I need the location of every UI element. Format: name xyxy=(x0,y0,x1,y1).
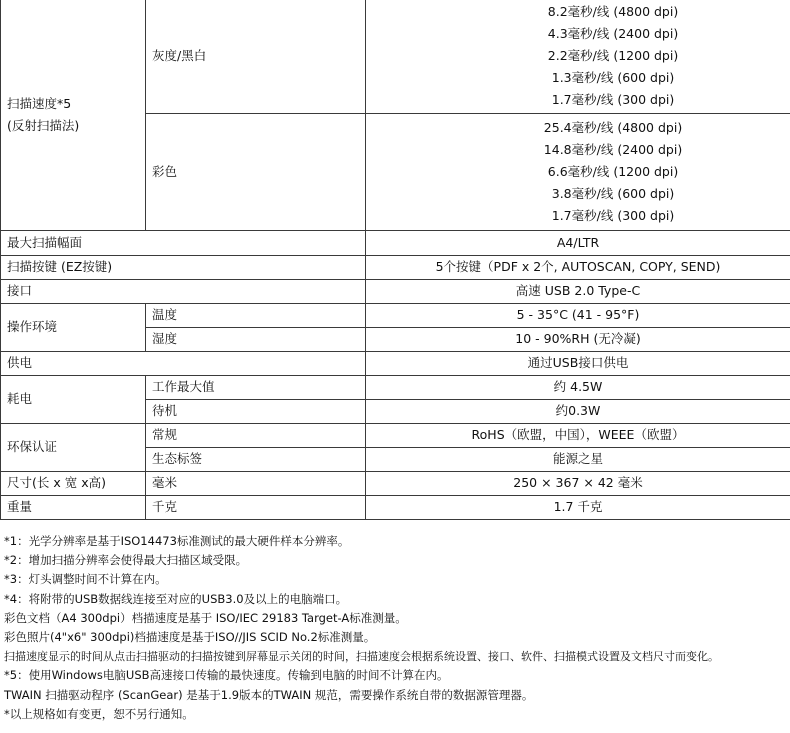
regulation-label: 常规 xyxy=(146,423,366,447)
dimensions-unit: 毫米 xyxy=(146,471,366,495)
operating-max-label: 工作最大值 xyxy=(146,375,366,399)
scan-buttons-value: 5个按键（PDF x 2个, AUTOSCAN, COPY, SEND) xyxy=(366,255,790,279)
standby-value: 约0.3W xyxy=(366,399,790,423)
table-row xyxy=(1,423,790,447)
weight-value: 1.7 千克 xyxy=(366,495,790,519)
footnote: TWAIN 扫描驱动程序 (ScanGear) 是基于1.9版本的TWAIN 规范，需要操作系统自带的数据源管理器。 xyxy=(4,687,534,702)
color-values xyxy=(366,113,790,230)
humidity-label: 湿度 xyxy=(146,327,366,351)
scan-speed-label-line1: 扫描速度*5 xyxy=(7,95,72,111)
table-row xyxy=(1,471,790,495)
standby-label: 待机 xyxy=(146,399,366,423)
speed-value: 1.3毫秒/线 (600 dpi) xyxy=(551,70,675,86)
dimensions-value: 250 × 367 × 42 毫米 xyxy=(366,471,790,495)
footnotes xyxy=(4,532,788,724)
footnote: *4：将附带的USB数据线连接至对应的USB3.0及以上的电脑端口。 xyxy=(4,591,348,606)
footnote: 彩色文档（A4 300dpi）档描速度是基于 ISO/IEC 29183 Target-A标准测量。 xyxy=(4,610,407,625)
speed-value: 14.8毫秒/线 (2400 dpi) xyxy=(543,141,683,157)
operating-env-label: 操作环境 xyxy=(1,303,146,351)
scan-speed-label xyxy=(1,0,146,230)
speed-value: 4.3毫秒/线 (2400 dpi) xyxy=(547,26,679,42)
footnote: *以上规格如有变更，恕不另行通知。 xyxy=(4,706,194,721)
speed-value: 1.7毫秒/线 (300 dpi) xyxy=(551,92,675,108)
temperature-label: 温度 xyxy=(146,303,366,327)
footnote: *1：光学分辨率是基于ISO14473标准测试的最大硬件样本分辨率。 xyxy=(4,534,350,548)
power-consumption-label: 耗电 xyxy=(1,375,146,423)
footnote: 彩色照片(4"x6" 300dpi)档描速度是基于ISO//JIS SCID No.2标准测量。 xyxy=(4,630,376,645)
gray-bw-label: 灰度/黑白 xyxy=(146,0,366,113)
speed-value: 1.7毫秒/线 (300 dpi) xyxy=(551,207,675,223)
interface-value: 高速 USB 2.0 Type-C xyxy=(366,279,790,303)
speed-value: 3.8毫秒/线 (600 dpi) xyxy=(551,185,675,201)
speed-value: 8.2毫秒/线 (4800 dpi) xyxy=(547,4,679,20)
scan-buttons-label: 扫描按键 (EZ按键) xyxy=(1,255,366,279)
dimensions-label: 尺寸(长 x 宽 x高) xyxy=(1,471,146,495)
weight-label: 重量 xyxy=(1,495,146,519)
footnote: *5：使用Windows电脑USB高速接口传输的最快速度。传输到电脑的时间不计算在内。 xyxy=(4,668,449,683)
color-label: 彩色 xyxy=(146,113,366,230)
operating-max-value: 约 4.5W xyxy=(366,375,790,399)
eco-cert-label: 环保认证 xyxy=(1,423,146,471)
table-row xyxy=(1,255,790,279)
eco-label-value: 能源之星 xyxy=(366,447,790,471)
table-row xyxy=(1,0,790,113)
regulation-value: RoHS（欧盟，中国），WEEE（欧盟） xyxy=(366,423,790,447)
table-row xyxy=(1,495,790,519)
table-row xyxy=(1,303,790,327)
footnote: *3：灯头调整时间不计算在内。 xyxy=(4,572,167,587)
max-scan-area-value: A4/LTR xyxy=(366,230,790,255)
table-row xyxy=(1,351,790,375)
speed-value: 2.2毫秒/线 (1200 dpi) xyxy=(547,48,679,64)
footnote: *2：增加扫描分辨率会使得最大扫描区域受限。 xyxy=(4,553,248,568)
humidity-value: 10 - 90%RH (无冷凝) xyxy=(366,327,790,351)
speed-value: 6.6毫秒/线 (1200 dpi) xyxy=(547,163,679,179)
gray-bw-values xyxy=(366,0,790,113)
interface-label: 接口 xyxy=(1,279,366,303)
power-supply-value: 通过USB接口供电 xyxy=(366,351,790,375)
table-row xyxy=(1,279,790,303)
footnote: 扫描速度显示的时间从点击扫描驱动的扫描按键到屏幕显示关闭的时间，扫描速度会根据系统设置、接口、软件、扫描模式设置及文档尺寸而变化。 xyxy=(4,650,719,664)
speed-value: 25.4毫秒/线 (4800 dpi) xyxy=(543,119,683,135)
temperature-value: 5 - 35°C (41 - 95°F) xyxy=(366,303,790,327)
max-scan-area-label: 最大扫描幅面 xyxy=(1,230,366,255)
eco-label-label: 生态标签 xyxy=(146,447,366,471)
power-supply-label: 供电 xyxy=(1,351,366,375)
table-row xyxy=(1,230,790,255)
weight-unit: 千克 xyxy=(146,495,366,519)
table-row xyxy=(1,375,790,399)
scan-speed-label-line2: (反射扫描法) xyxy=(7,117,80,133)
